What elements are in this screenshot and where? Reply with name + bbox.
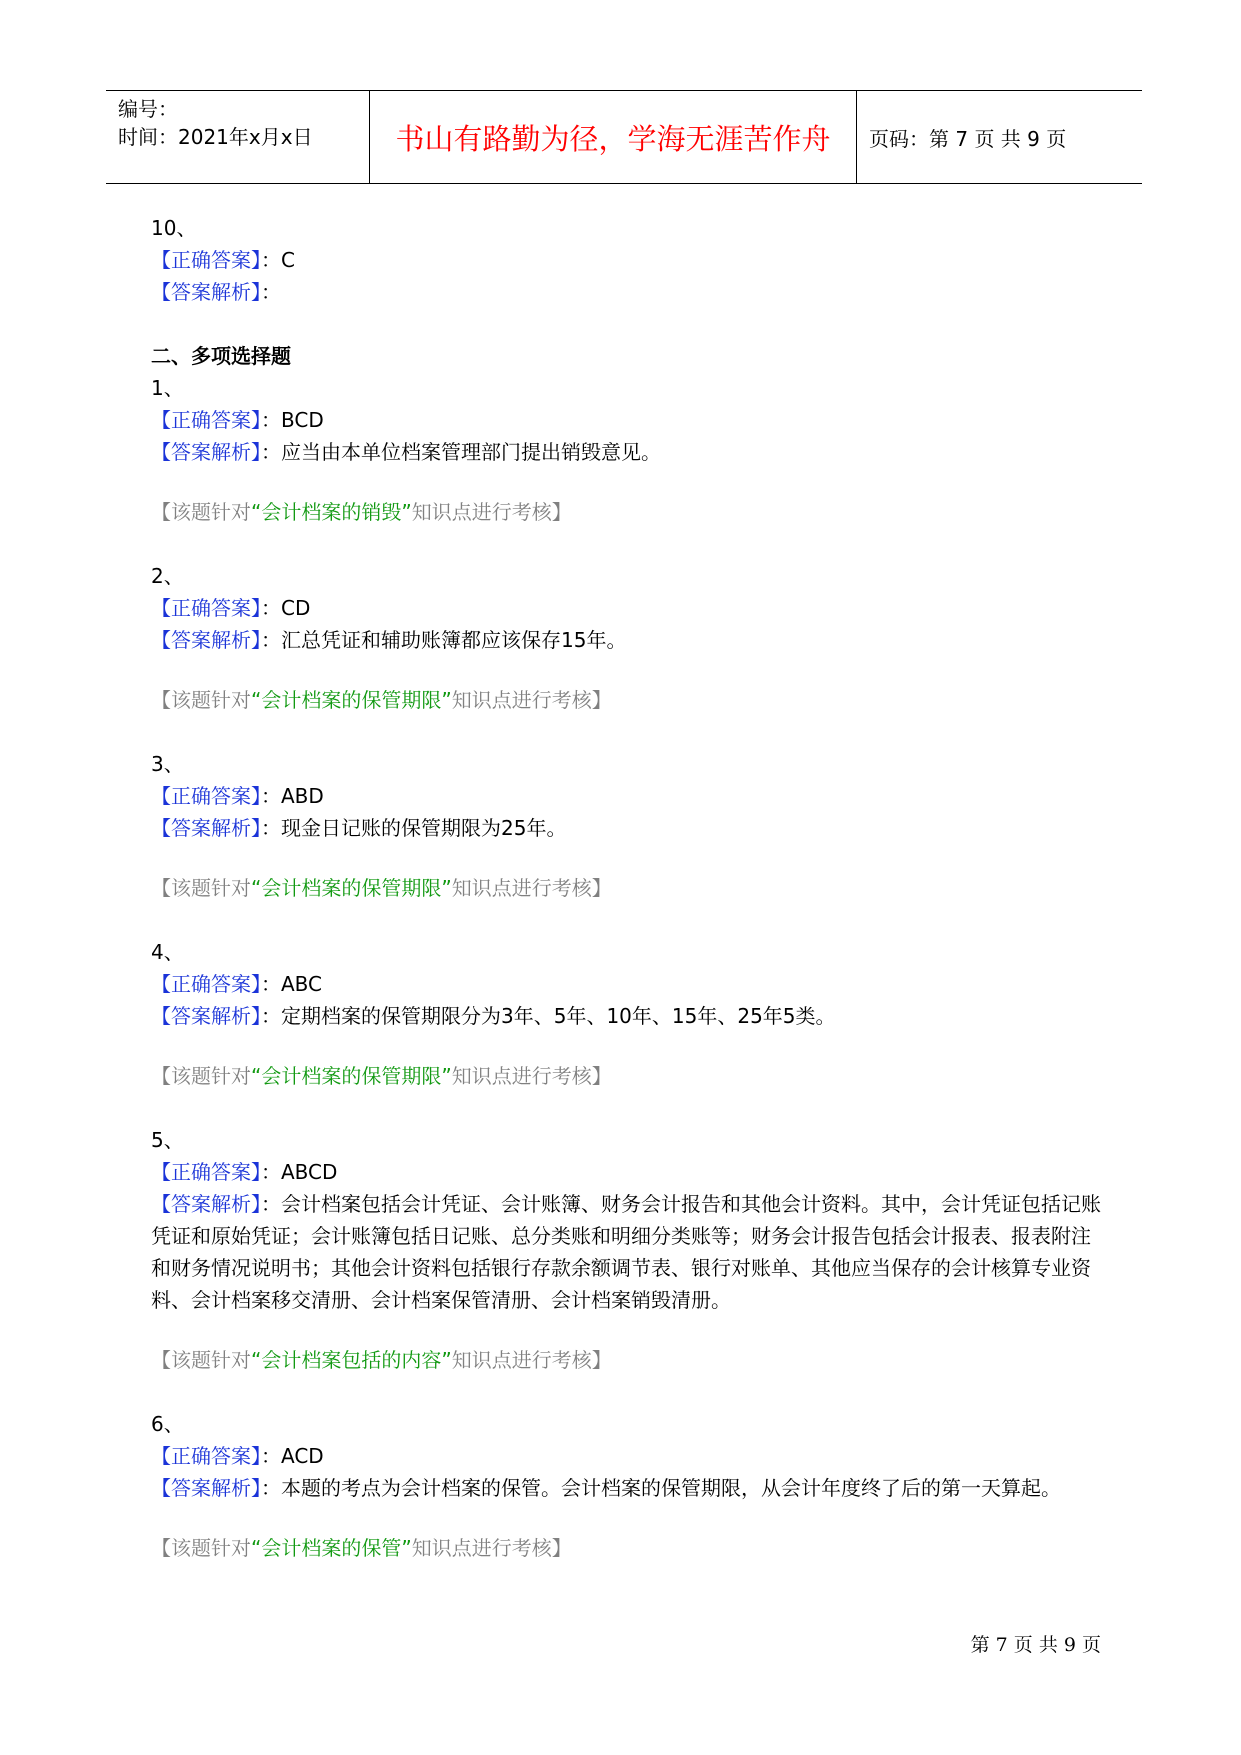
question-block (151, 1124, 1101, 1376)
question-block-10 (151, 212, 1101, 308)
page-footer: 第 7 页 共 9 页 (970, 1634, 1101, 1656)
question-block (151, 372, 1101, 528)
question-block (151, 748, 1101, 904)
colon: ： (261, 1192, 281, 1216)
answer-line (151, 404, 1101, 436)
answer-value: ABCD (281, 1160, 338, 1184)
answer-value: ABD (281, 784, 324, 808)
analysis-line (151, 1000, 1101, 1032)
analysis-label: 【答案解析】 (151, 440, 261, 464)
note-suffix: 知识点进行考核】 (451, 1348, 612, 1372)
answer-label: 【正确答案】 (151, 408, 261, 432)
colon: ： (261, 248, 281, 272)
colon: ： (261, 784, 281, 808)
question-list (151, 372, 1101, 1564)
analysis-label: 【答案解析】 (151, 280, 261, 304)
analysis-text: 会计档案包括会计凭证、会计账簿、财务会计报告和其他会计资料。其中，会计凭证包括记账凭证和原始凭证；会计账簿包括日记账、总分类账和明细分类账等；财务会计报告包括会计报表、报表附注和财务情况说明书；其他会计资料包括银行存款余额调节表、银行对账单、其他应当保存的会计核算专业资料、会计档案移交清册、会计档案保管清册、会计档案销毁清册。 (151, 1192, 1101, 1312)
note-prefix: 【该题针对 (151, 1536, 251, 1560)
analysis-label: 【答案解析】 (151, 1004, 261, 1028)
note-prefix: 【该题针对 (151, 1348, 251, 1372)
answer-label: 【正确答案】 (151, 1160, 261, 1184)
number-label: 编号： (118, 97, 178, 121)
analysis-text: 现金日记账的保管期限为25年。 (281, 816, 567, 840)
colon: ： (261, 1160, 281, 1184)
question-number: 10、 (151, 216, 197, 240)
note-suffix: 知识点进行考核】 (411, 500, 572, 524)
analysis-line (151, 1188, 1101, 1316)
note-prefix: 【该题针对 (151, 1064, 251, 1088)
time-label: 时间：2021年x月x日 (118, 125, 313, 149)
knowledge-note (151, 1344, 1101, 1376)
colon: ： (261, 628, 281, 652)
analysis-label: 【答案解析】 (151, 816, 261, 840)
section-title: 二、多项选择题 (151, 344, 291, 368)
analysis-label: 【答案解析】 (151, 1192, 261, 1216)
colon: ： (261, 972, 281, 996)
answer-value: CD (281, 596, 311, 620)
colon: ： (261, 280, 281, 304)
note-suffix: 知识点进行考核】 (451, 1064, 612, 1088)
answer-line (151, 1440, 1101, 1472)
knowledge-note (151, 684, 1101, 716)
answer-line (151, 244, 1101, 276)
question-block (151, 560, 1101, 716)
knowledge-note (151, 1532, 1101, 1564)
knowledge-point: “会计档案的保管期限” (251, 1064, 452, 1088)
analysis-line (151, 436, 1101, 468)
analysis-text: 应当由本单位档案管理部门提出销毁意见。 (281, 440, 661, 464)
page-header (106, 90, 1142, 184)
knowledge-point: “会计档案的保管期限” (251, 876, 452, 900)
knowledge-point: “会计档案包括的内容” (251, 1348, 452, 1372)
question-block (151, 936, 1101, 1092)
analysis-label: 【答案解析】 (151, 1476, 261, 1500)
knowledge-note (151, 872, 1101, 904)
header-left-cell (106, 91, 370, 183)
question-number: 4、 (151, 940, 184, 964)
answer-label: 【正确答案】 (151, 248, 261, 272)
colon: ： (261, 1444, 281, 1468)
header-motto: 书山有路勤为径，学海无涯苦作舟 (395, 122, 831, 156)
answer-line (151, 592, 1101, 624)
question-number: 2、 (151, 564, 184, 588)
answer-label: 【正确答案】 (151, 784, 261, 808)
knowledge-note (151, 496, 1101, 528)
question-number: 6、 (151, 1412, 184, 1436)
analysis-line (151, 1472, 1101, 1504)
colon: ： (261, 408, 281, 432)
colon: ： (261, 596, 281, 620)
knowledge-point: “会计档案的保管” (251, 1536, 412, 1560)
note-suffix: 知识点进行考核】 (451, 688, 612, 712)
document-body (151, 212, 1101, 1596)
knowledge-point: “会计档案的销毁” (251, 500, 412, 524)
note-prefix: 【该题针对 (151, 500, 251, 524)
analysis-line (151, 624, 1101, 656)
answer-line (151, 1156, 1101, 1188)
answer-label: 【正确答案】 (151, 972, 261, 996)
answer-value: ACD (281, 1444, 324, 1468)
analysis-label: 【答案解析】 (151, 628, 261, 652)
answer-line (151, 968, 1101, 1000)
question-number: 5、 (151, 1128, 184, 1152)
question-number: 1、 (151, 376, 184, 400)
answer-line (151, 780, 1101, 812)
analysis-line (151, 812, 1101, 844)
answer-value: BCD (281, 408, 324, 432)
header-right-cell (857, 91, 1142, 183)
question-block (151, 1408, 1101, 1564)
colon: ： (261, 1004, 281, 1028)
analysis-line (151, 276, 1101, 308)
note-prefix: 【该题针对 (151, 688, 251, 712)
note-suffix: 知识点进行考核】 (411, 1536, 572, 1560)
knowledge-note (151, 1060, 1101, 1092)
note-prefix: 【该题针对 (151, 876, 251, 900)
note-suffix: 知识点进行考核】 (451, 876, 612, 900)
knowledge-point: “会计档案的保管期限” (251, 688, 452, 712)
analysis-text: 本题的考点为会计档案的保管。会计档案的保管期限，从会计年度终了后的第一天算起。 (281, 1476, 1061, 1500)
analysis-text: 定期档案的保管期限分为3年、5年、10年、15年、25年5类。 (281, 1004, 836, 1028)
page-info: 页码：第 7 页 共 9 页 (869, 127, 1067, 151)
colon: ： (261, 1476, 281, 1500)
colon: ： (261, 816, 281, 840)
question-number: 3、 (151, 752, 184, 776)
answer-label: 【正确答案】 (151, 1444, 261, 1468)
header-middle-cell (370, 91, 857, 183)
analysis-text: 汇总凭证和辅助账簿都应该保存15年。 (281, 628, 627, 652)
colon: ： (261, 440, 281, 464)
answer-value: ABC (281, 972, 323, 996)
answer-label: 【正确答案】 (151, 596, 261, 620)
answer-value: C (281, 248, 295, 272)
